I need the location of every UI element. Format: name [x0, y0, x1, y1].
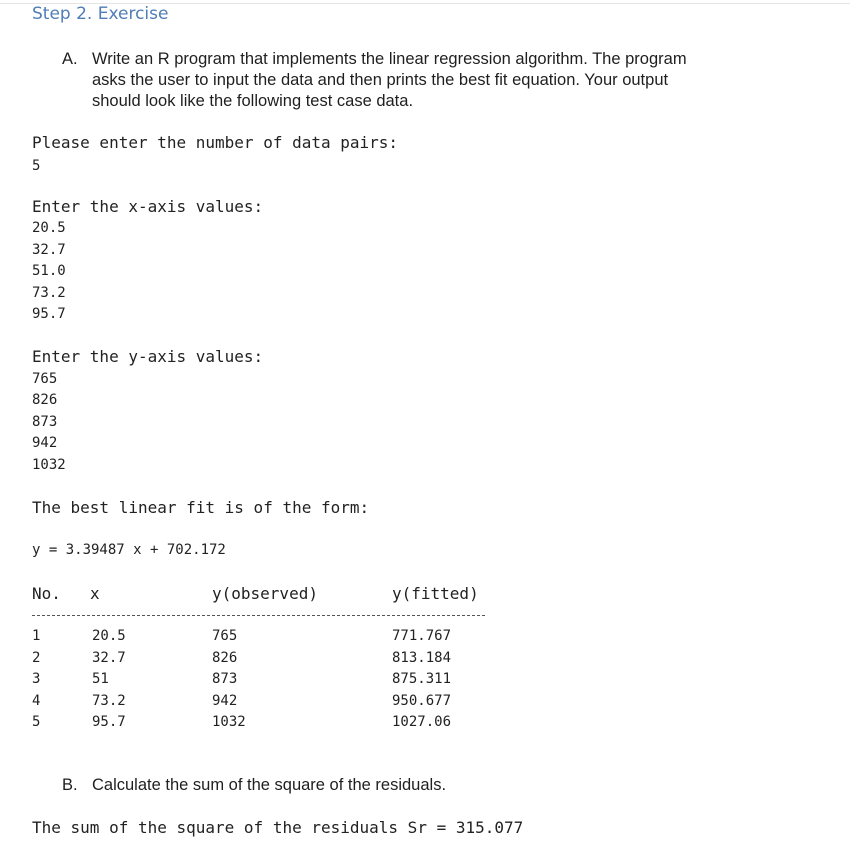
y-value: 873	[32, 414, 58, 430]
x-value: 20.5	[32, 220, 66, 236]
y-values-prompt: Enter the y-axis values:	[32, 347, 264, 366]
x-value: 73.2	[32, 285, 66, 301]
pairs-prompt: Please enter the number of data pairs:	[32, 133, 399, 152]
row-x: 73.2	[92, 693, 126, 709]
part-b-text: Calculate the sum of the square of the residuals.	[92, 776, 447, 794]
row-y-observed: 1032	[212, 714, 246, 730]
row-y-observed: 942	[212, 693, 238, 709]
y-value: 1032	[32, 457, 66, 473]
row-y-observed: 826	[212, 650, 238, 666]
residuals-result: The sum of the square of the residuals Sr = 315.077	[32, 818, 524, 837]
part-b-instructions	[62, 775, 782, 797]
row-number: 4	[32, 693, 41, 709]
row-x: 95.7	[92, 714, 126, 730]
x-values-prompt: Enter the x-axis values:	[32, 197, 264, 216]
row-y-observed: 765	[212, 628, 238, 644]
part-a-text	[92, 49, 772, 112]
fit-equation: y = 3.39487 x + 702.172	[32, 542, 226, 558]
part-b-marker: B.	[62, 776, 78, 794]
row-number: 1	[32, 628, 41, 644]
table-header-y-fitted: y(fitted)	[392, 584, 479, 603]
part-a-line: should look like the following test case data.	[92, 92, 414, 110]
y-value: 942	[32, 435, 58, 451]
x-value: 51.0	[32, 263, 66, 279]
table-divider	[32, 615, 485, 616]
row-y-fitted: 875.311	[392, 671, 452, 687]
pairs-value: 5	[32, 158, 41, 174]
x-value: 32.7	[32, 242, 66, 258]
table-header-x: x	[90, 584, 100, 603]
fit-heading: The best linear fit is of the form:	[32, 498, 370, 517]
row-x: 32.7	[92, 650, 126, 666]
row-number: 2	[32, 650, 41, 666]
table-header-y-observed: y(observed)	[212, 584, 318, 603]
row-x: 51	[92, 671, 109, 687]
table-header-no: No.	[32, 584, 61, 603]
y-value: 765	[32, 371, 58, 387]
row-y-fitted: 950.677	[392, 693, 452, 709]
row-y-fitted: 813.184	[392, 650, 452, 666]
part-a-line: Write an R program that implements the linear regression algorithm. The program	[92, 50, 687, 68]
row-number: 5	[32, 714, 41, 730]
page-title: Step 2. Exercise	[32, 4, 169, 24]
part-a-line: asks the user to input the data and then prints the best fit equation. Your output	[92, 71, 669, 89]
row-x: 20.5	[92, 628, 126, 644]
row-y-fitted: 1027.06	[392, 714, 452, 730]
row-y-observed: 873	[212, 671, 238, 687]
part-a-instructions	[62, 49, 782, 115]
y-value: 826	[32, 392, 58, 408]
x-value: 95.7	[32, 306, 66, 322]
part-a-marker: A.	[62, 50, 78, 68]
row-number: 3	[32, 671, 41, 687]
row-y-fitted: 771.767	[392, 628, 452, 644]
